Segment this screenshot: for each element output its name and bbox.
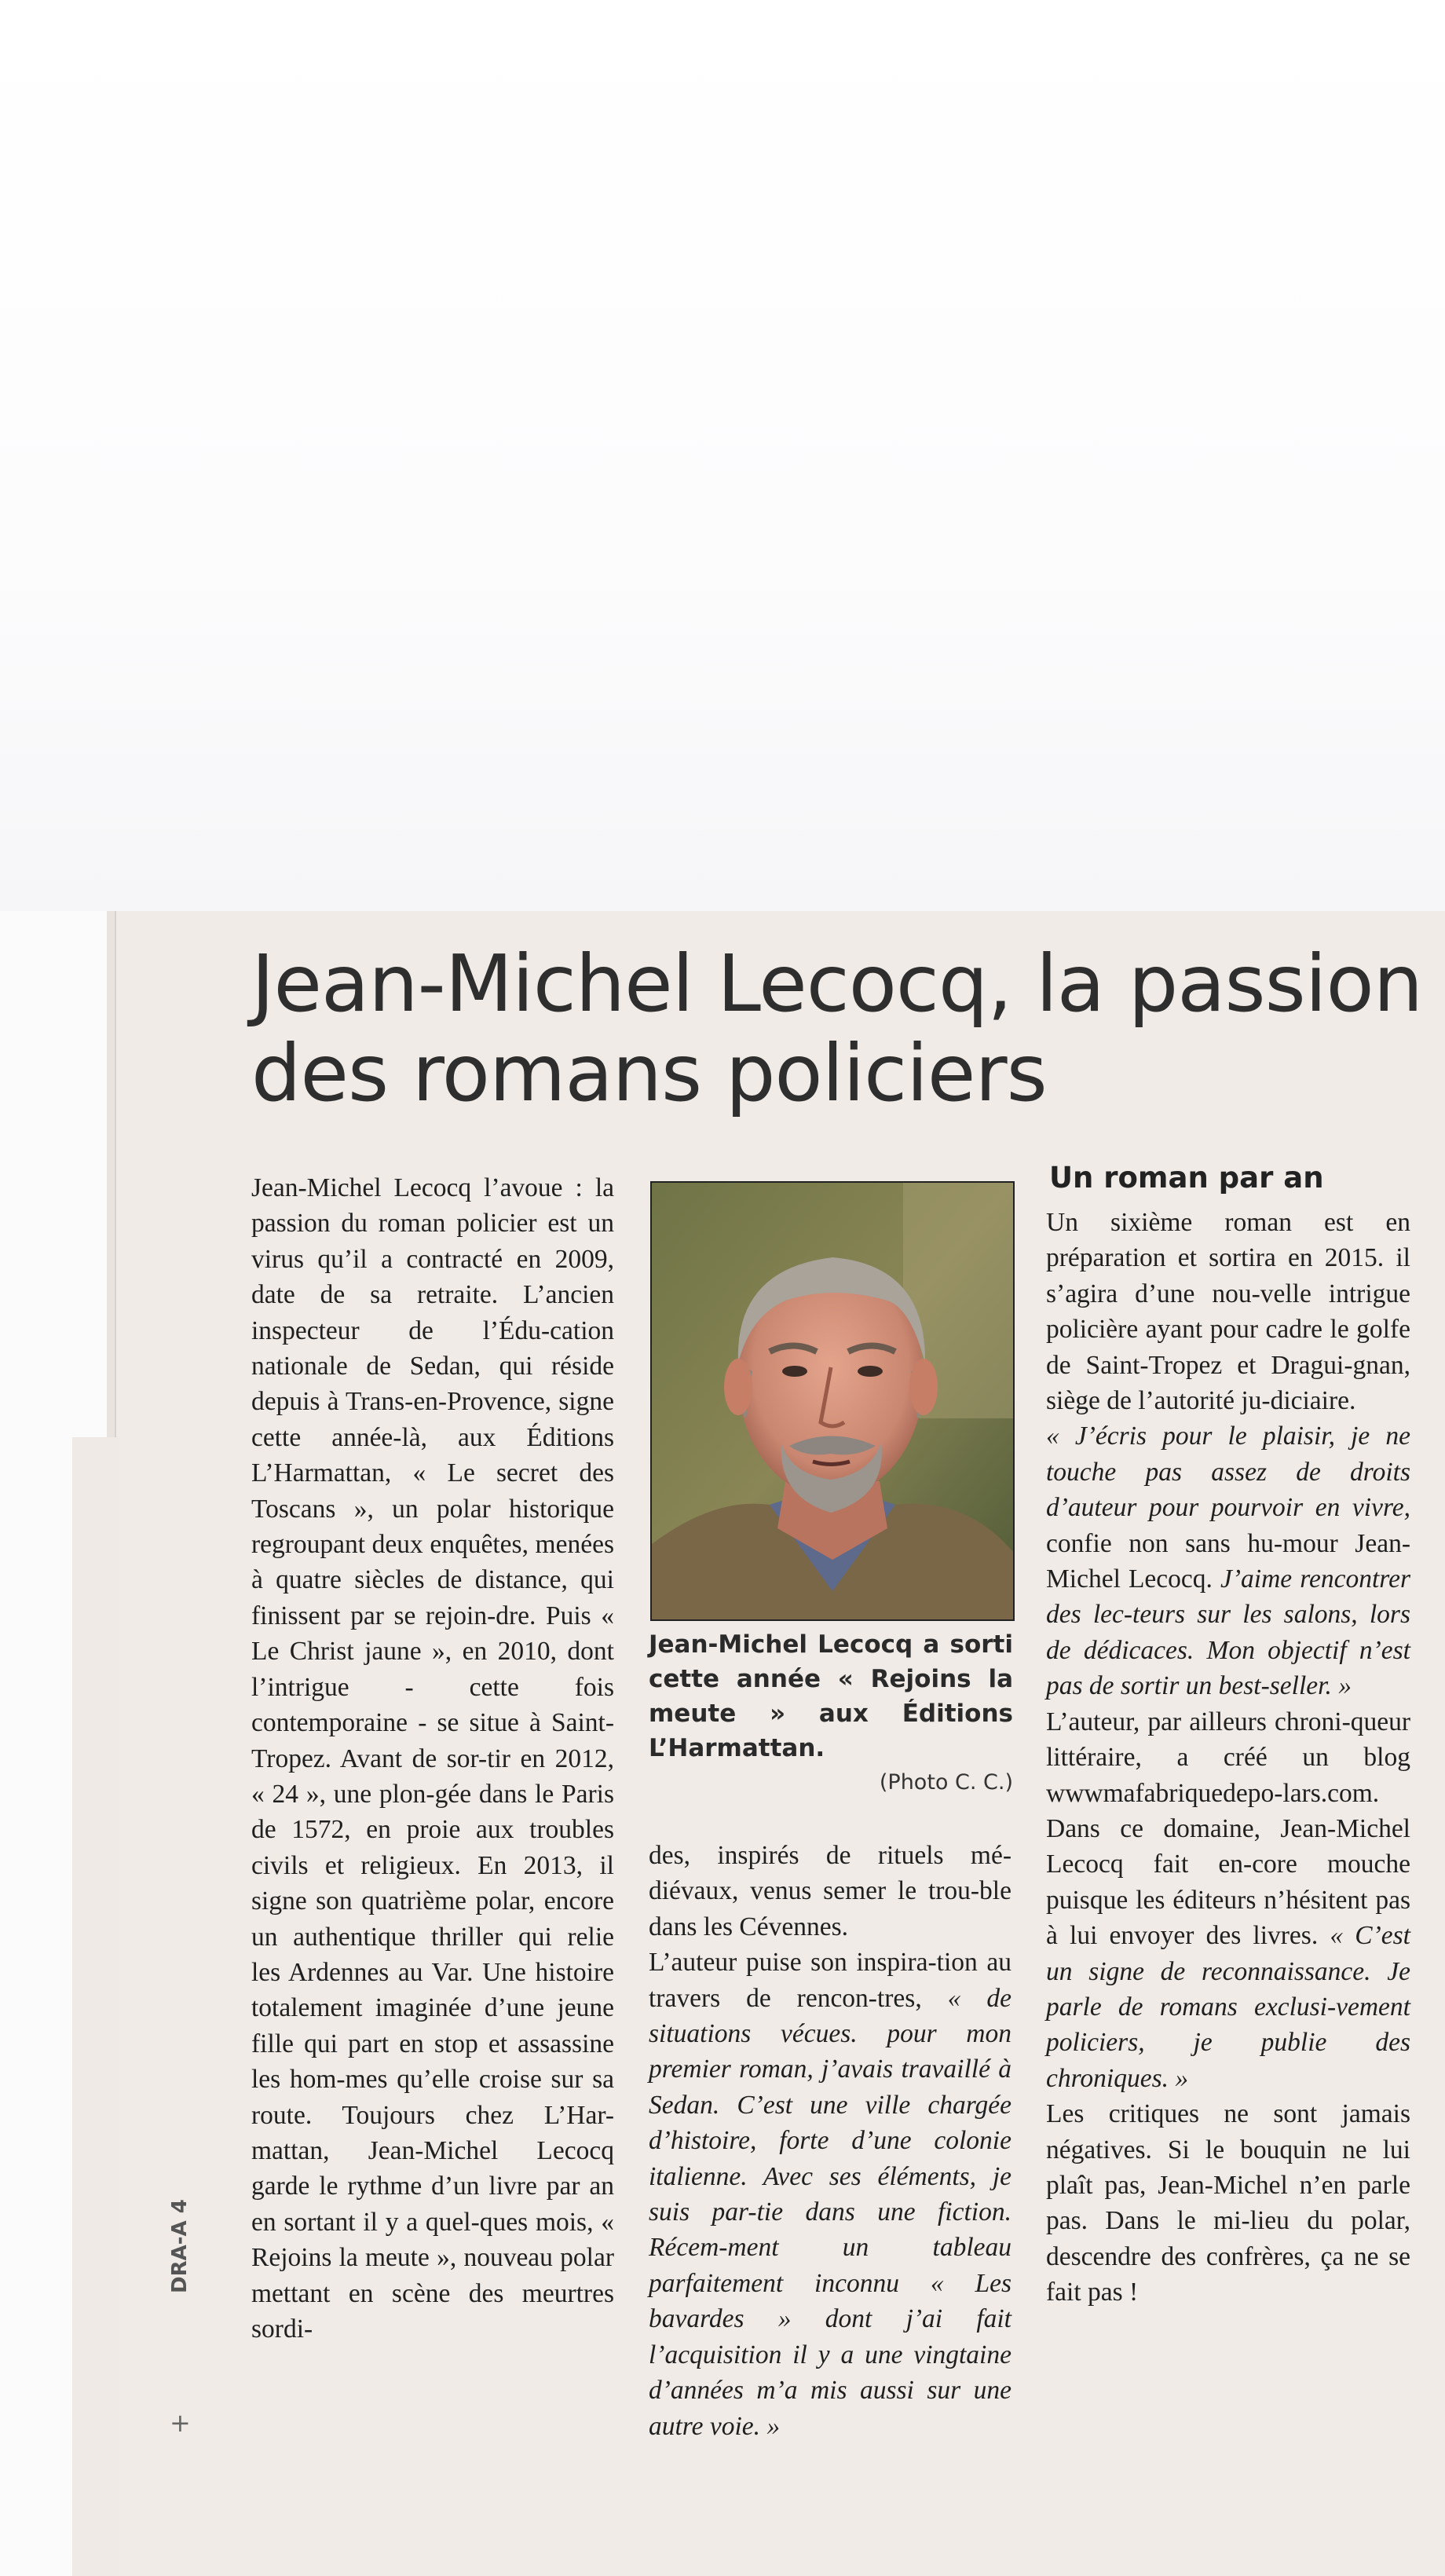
blank-scan-area	[0, 0, 1445, 911]
article-column-2	[649, 1838, 1012, 2444]
section-subhead: Un roman par an	[1049, 1161, 1324, 1195]
column-3-quote-1: « J’écris pour le plaisir, je ne touche pas assez de droits d’auteur pour pourvoir en vivre,	[1046, 1422, 1410, 1523]
clipping-lower-edge	[72, 1437, 119, 2576]
author-portrait-image	[652, 1183, 1013, 1619]
column-2-paragraph-1: des, inspirés de rituels mé-diévaux, venus semer le trou-ble dans les Cévennes.	[649, 1841, 1012, 1941]
photo-credit: (Photo C. C.)	[879, 1770, 1013, 1795]
column-2-paragraph-2	[649, 1945, 1012, 2444]
column-3-paragraph-4: Les critiques ne sont jamais négatives. Si le bouquin ne lui plaît pas, Jean-Michel n’en parle pas. Dans le mi-lieu du polar, descendre des confrères, ça ne se fait pas !	[1046, 2099, 1410, 2307]
column-3-paragraph-2	[1046, 1418, 1410, 1703]
column-3-quote-3: « C’est un signe de reconnaissance. Je parle de romans exclusi-vement policiers, je publie des chroniques. »	[1046, 1921, 1410, 2093]
column-1-paragraph: Jean-Michel Lecocq l’avoue : la passion du roman policier est un virus qu’il a contracté en 2009, date de sa retraite. L’ancien inspecteur de l’Édu-cation nationale de Sedan, qui réside depuis à Trans-en-Provence, signe cette année-là, aux Éditions L’Harmattan, « Le secret des Toscans », un polar historique regroupant deux enquêtes, menées à quatre siècles de distance, qui finissent par se rejoin-dre. Puis « Le Christ jaune », en 2010, dont l’intrigue - cette fois contemporaine - se situe à Saint-Tropez. Avant de sor-tir en 2012, « 24 », une plon-gée dans le Paris de 1572, en proie aux troubles civils et religieux. En 2013, il signe son quatrième polar, encore un authentique thriller qui relie les Ardennes au Var. Une histoire totalement imaginée d’une jeune fille qui part en stop et assassine les hom-mes qu’elle croise sur sa route. Toujours chez L’Har-mattan, Jean-Michel Lecocq garde le rythme d’un livre par an en sortant il y a quel-ques mois, « Rejoins la meute », nouveau polar mettant en scène des meurtres sordi-	[251, 1173, 614, 2344]
article-column-1	[251, 1170, 614, 2347]
page-marker: DRA-A 4	[168, 2199, 192, 2293]
article-column-3	[1046, 1205, 1410, 2311]
article-headline: Jean-Michel Lecocq, la passion des romans policiers	[251, 938, 1423, 1119]
column-2-intro: L’auteur puise son inspira-tion au travers de rencon-tres,	[649, 1948, 1012, 2013]
column-3-paragraph-1: Un sixième roman est en préparation et sortira en 2015. il s’agira d’une nou-velle intrigue policière ayant pour cadre le golfe de Saint-Tropez et Dragui-gnan, siège de l’autorité ju-diciaire.	[1046, 1208, 1410, 1416]
author-photo	[650, 1181, 1015, 1621]
column-3-paragraph-3	[1046, 1704, 1410, 2096]
photo-caption: Jean-Michel Lecocq a sorti cette année « Rejoins la meute » aux Éditions L’Harmattan.	[649, 1630, 1013, 1762]
column-3-blog-text: L’auteur, par ailleurs chroni-queur littéraire, a créé un blog wwwmafabriquedepo-lars.com. Dans ce domaine, Jean-Michel Lecocq fait en-core mouche puisque les éditeurs n’hésitent pas à lui envoyer des livres.	[1046, 1707, 1410, 1951]
column-2-quote: « de situations vécues. pour mon premier roman, j’avais travaillé à Sedan. C’est une ville chargée d’histoire, forte d’une colonie italienne. Avec ses éléments, je suis par-tie dans une fiction. Récem-ment un tableau parfaitement inconnu « Les bavardes » dont j’ai fait l’acquisition il y a une vingtaine d’années m’a mis aussi sur une autre voie. »	[649, 1983, 1012, 2441]
column-3-quote-2: J’aime rencontrer des lec-teurs sur les salons, lors de dédicaces. Mon objectif n’est pas de sortir un best-seller. »	[1046, 1564, 1411, 1701]
column-3-attribution: confie non sans hu-mour Jean-Michel Lecocq.	[1046, 1528, 1410, 1594]
registration-mark: +	[170, 2408, 191, 2438]
